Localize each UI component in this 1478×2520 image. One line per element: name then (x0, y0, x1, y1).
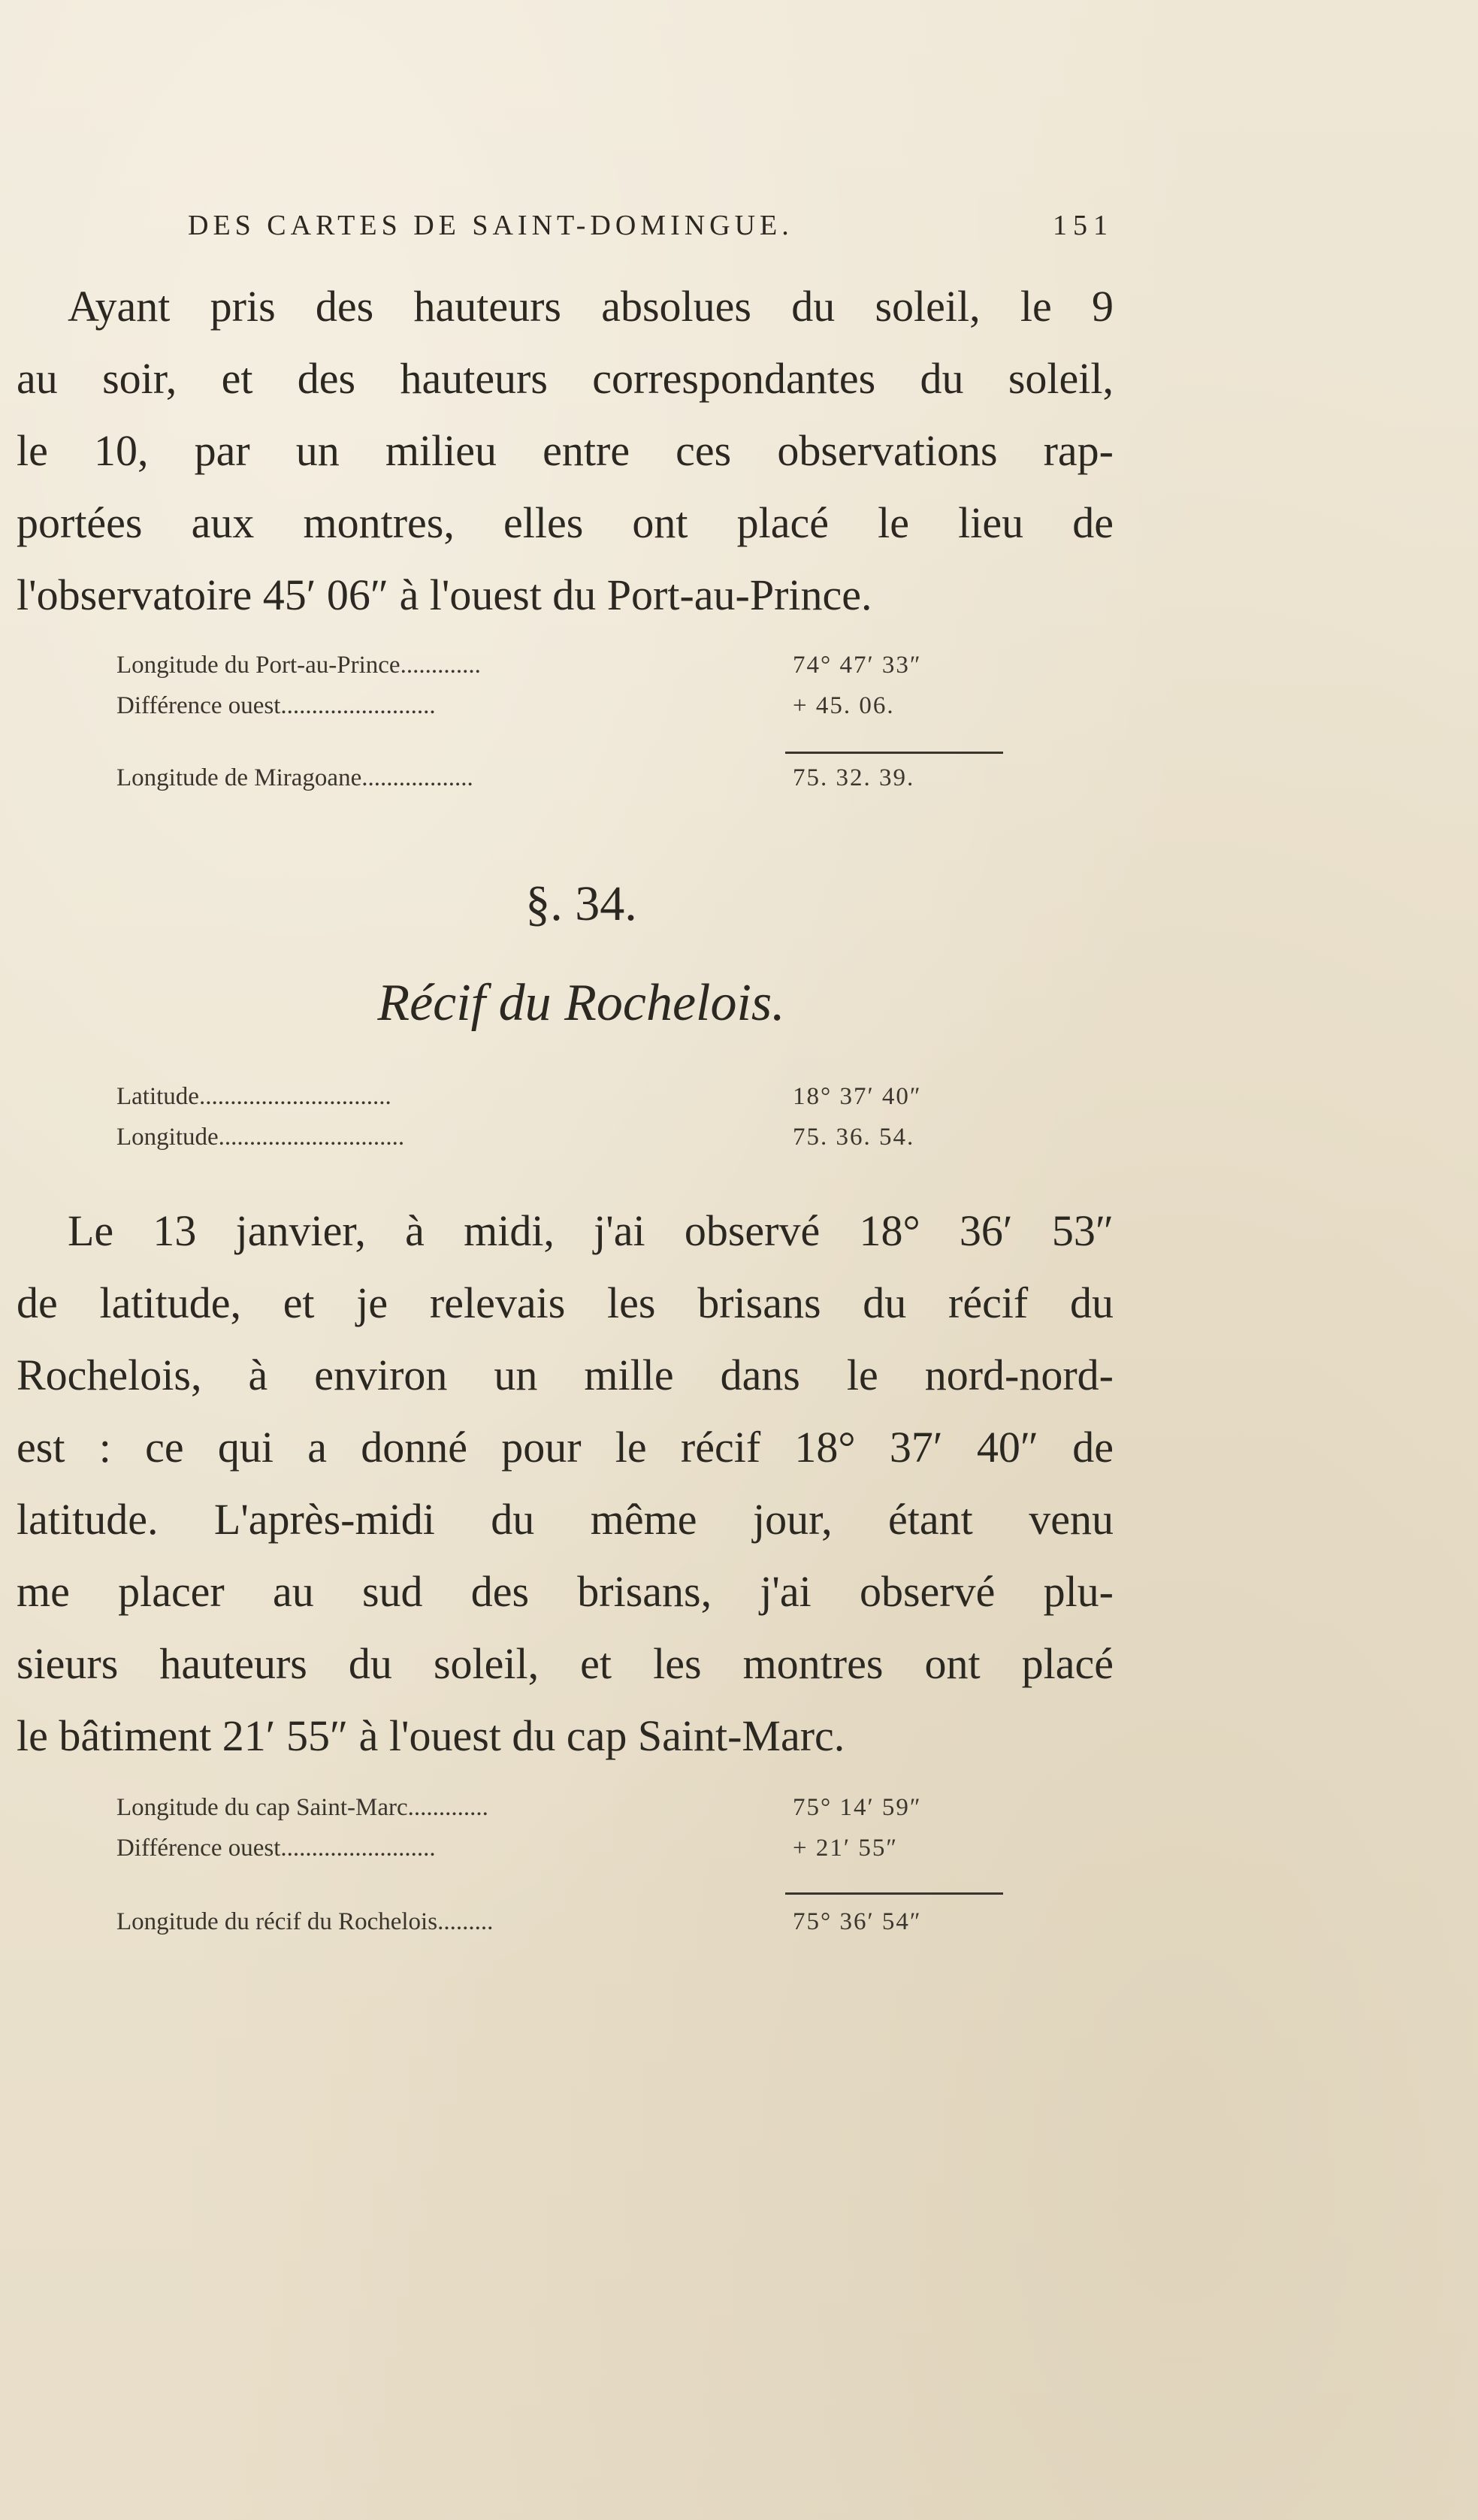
calc-value: + 45. 06. (793, 692, 895, 719)
paragraph-line: au soir, et des hauteurs correspondantes du soleil, (17, 354, 1114, 403)
calc-label: Longitude du Port-au-Prince............. (116, 652, 481, 679)
section-number: §. 34. (525, 876, 637, 931)
calc-row (116, 1787, 1007, 1828)
section-title: Récif du Rochelois. (377, 974, 785, 1032)
calc-value: 75° 36′ 54″ (793, 1908, 922, 1935)
position-table (116, 1076, 1007, 1157)
longitude-calculation-rochelois (116, 1787, 1007, 1942)
position-row (116, 1076, 1007, 1117)
calc-value: 75. 32. 39. (793, 764, 915, 791)
calc-row (116, 645, 1007, 685)
paragraph-observatory (17, 271, 1114, 631)
page-number: 151 (1053, 210, 1114, 241)
paragraph-line: le 10, par un milieu entre ces observations rap- (17, 426, 1114, 475)
calc-label: Longitude du récif du Rochelois......... (116, 1908, 494, 1935)
paragraph-line: de latitude, et je relevais les brisans du récif du (17, 1278, 1114, 1327)
paragraph-line: latitude. L'après-midi du même jour, étant venu (17, 1495, 1114, 1544)
position-label: Longitude.............................. (116, 1124, 405, 1151)
paragraph-line: Le 13 janvier, à midi, j'ai observé 18° 36′ 53″ (68, 1206, 1114, 1255)
paragraph-line: me placer au sud des brisans, j'ai observé plu- (17, 1567, 1114, 1616)
calc-row-total (116, 1901, 1007, 1942)
calc-value: 75° 14′ 59″ (793, 1794, 922, 1821)
paragraph-line: sieurs hauteurs du soleil, et les montres ont placé (17, 1639, 1114, 1688)
calc-label: Longitude de Miragoane.................. (116, 764, 473, 791)
running-title: DES CARTES DE SAINT-DOMINGUE. (188, 210, 793, 241)
calc-label: Différence ouest......................... (116, 1835, 436, 1862)
paragraph-line: Ayant pris des hauteurs absolues du soleil, le 9 (68, 282, 1114, 331)
calc-value: 74° 47′ 33″ (793, 652, 922, 679)
calc-row (116, 1828, 1007, 1868)
position-value: 75. 36. 54. (793, 1124, 915, 1151)
paragraph-line: Rochelois, à environ un mille dans le nord-nord- (17, 1351, 1114, 1399)
calc-row-total (116, 758, 1007, 798)
paragraph-rochelois (17, 1195, 1114, 1772)
calc-row (116, 685, 1007, 726)
paragraph-line: est : ce qui a donné pour le récif 18° 37′ 40″ de (17, 1423, 1114, 1472)
calc-label: Différence ouest......................... (116, 692, 436, 719)
position-value: 18° 37′ 40″ (793, 1083, 922, 1110)
sum-rule (785, 752, 1003, 754)
paragraph-line: l'observatoire 45′ 06″ à l'ouest du Port-au-Prince. (17, 570, 872, 619)
position-row (116, 1117, 1007, 1157)
sum-rule (785, 1892, 1003, 1895)
calc-value: + 21′ 55″ (793, 1835, 899, 1862)
position-label: Latitude............................... (116, 1083, 391, 1110)
calc-label: Longitude du cap Saint-Marc............. (116, 1794, 488, 1821)
paragraph-line: portées aux montres, elles ont placé le lieu de (17, 498, 1114, 547)
running-header (188, 209, 1114, 254)
longitude-calculation-miragoane (116, 645, 1007, 798)
paragraph-line: le bâtiment 21′ 55″ à l'ouest du cap Saint-Marc. (17, 1711, 845, 1760)
